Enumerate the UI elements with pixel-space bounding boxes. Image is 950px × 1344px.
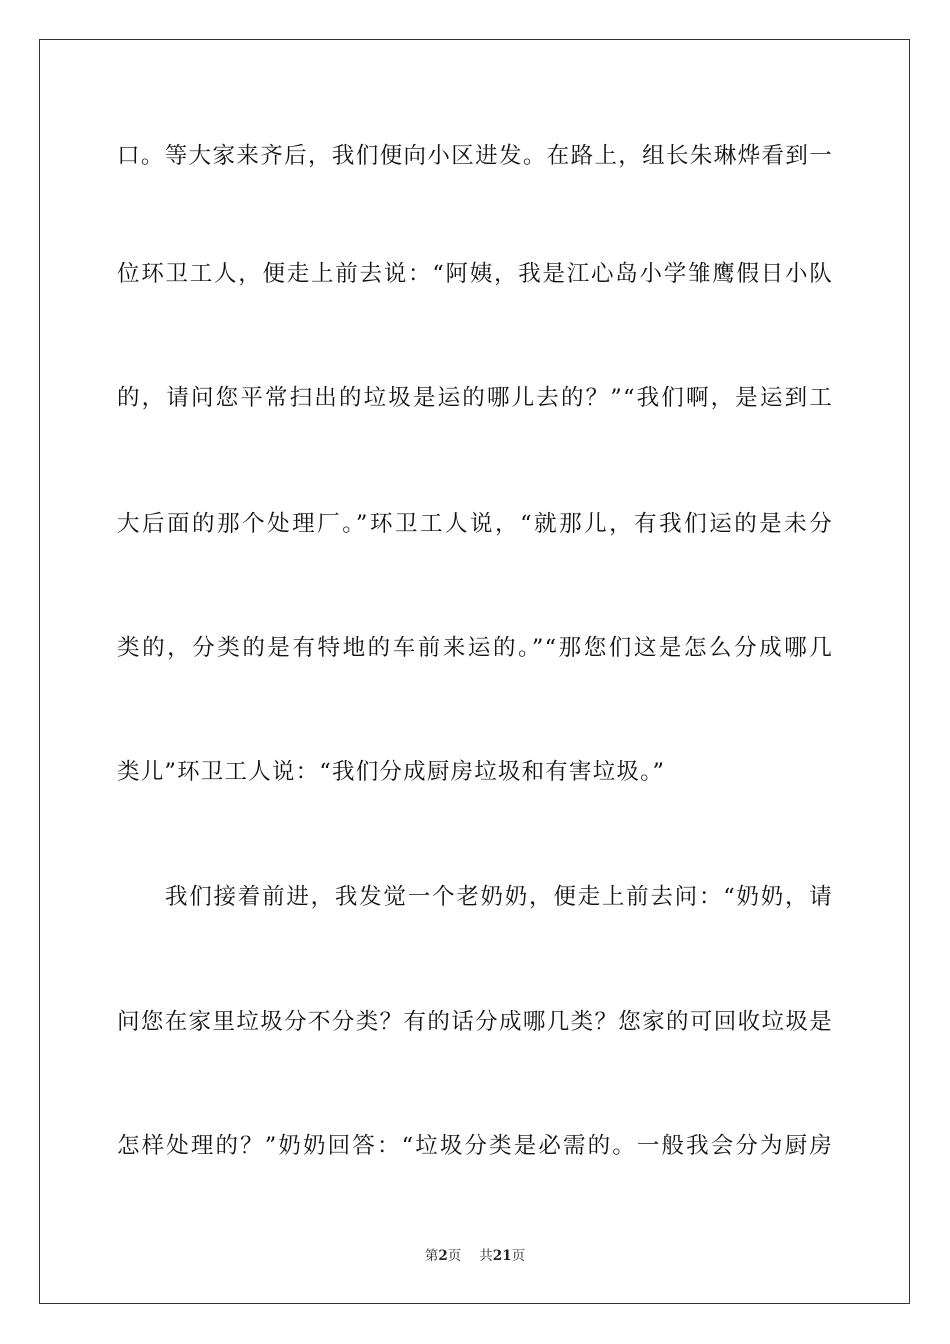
text-line-5: 类的，分类的是有特地的车前来运的。”“那您们这是怎么分成哪几 — [117, 635, 833, 661]
total-suffix: 页 — [511, 1248, 526, 1264]
text-line-3: 的，请问您平常扫出的垃圾是运的哪儿去的？”“我们啊，是运到工 — [117, 385, 833, 411]
page-suffix: 页 — [447, 1248, 462, 1264]
text-line-4: 大后面的那个处理厂。”环卫工人说，“就那儿，有我们运的是未分 — [117, 511, 833, 537]
total-prefix: 共 — [479, 1248, 493, 1264]
text-line-7: 我们接着前进，我发觉一个老奶奶，便走上前去问：“奶奶，请 — [165, 884, 833, 910]
text-line-8: 问您在家里垃圾分不分类？有的话分成哪几类？您家的可回收垃圾是 — [117, 1009, 833, 1035]
text-line-2: 位环卫工人，便走上前去说：“阿姨，我是江心岛小学雏鹰假日小队 — [117, 261, 833, 287]
text-line-6: 类儿”环卫工人说：“我们分成厨房垃圾和有害垃圾。” — [117, 759, 666, 785]
text-line-9: 怎样处理的？”奶奶回答：“垃圾分类是必需的。一般我会分为厨房 — [117, 1133, 833, 1159]
page-footer — [0, 1247, 950, 1265]
page-prefix: 第 — [424, 1248, 439, 1264]
page-frame — [39, 39, 910, 1304]
text-line-1: 口。等大家来齐后，我们便向小区进发。在路上，组长朱琳烨看到一 — [117, 143, 833, 169]
page-number: 2 — [438, 1248, 448, 1264]
total-pages: 21 — [492, 1248, 512, 1264]
